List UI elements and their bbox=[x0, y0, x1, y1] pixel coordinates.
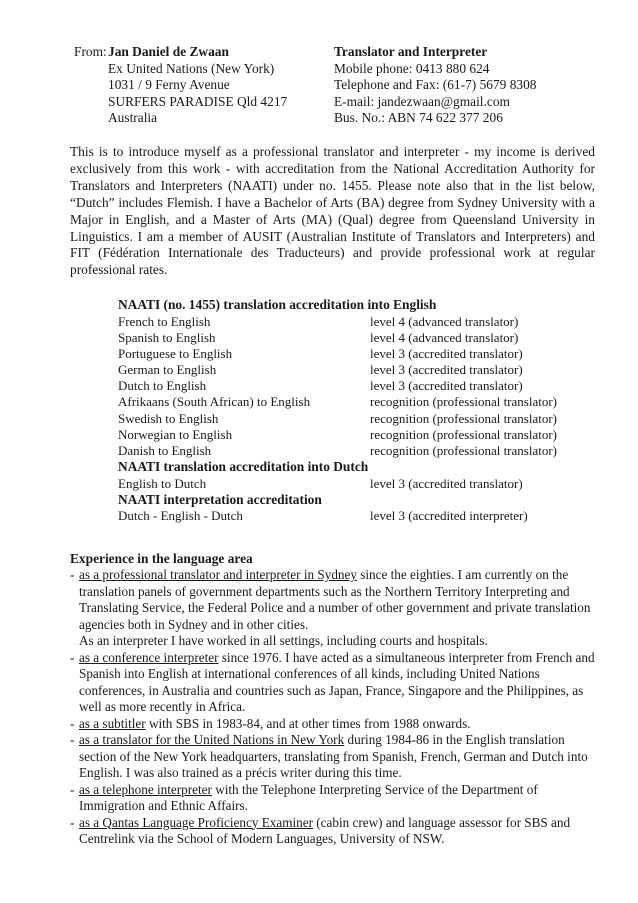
telephone-fax: Telephone and Fax: (61-7) 5679 8308 bbox=[334, 77, 537, 93]
heading-text: NAATI interpretation accreditation bbox=[118, 491, 322, 507]
language-pair: German to English bbox=[118, 362, 217, 378]
bullet-dash: - bbox=[70, 781, 75, 797]
experience-role: as a professional translator and interpreter in Sydney bbox=[79, 567, 357, 582]
language-pair: Dutch - English - Dutch bbox=[118, 508, 243, 524]
bullet-dash: - bbox=[70, 814, 75, 830]
bullet-dash: - bbox=[70, 567, 75, 582]
accreditation-level: level 3 (accredited interpreter) bbox=[370, 508, 528, 524]
accreditation-level: level 4 (advanced translator) bbox=[370, 313, 519, 329]
from-line bbox=[74, 44, 287, 61]
job-title: Translator and Interpreter bbox=[334, 44, 488, 59]
accreditation-level: level 3 (accredited translator) bbox=[370, 345, 523, 361]
sender-name: Jan Daniel de Zwaan bbox=[108, 44, 229, 59]
address-line: Australia bbox=[108, 110, 158, 126]
experience-detail: with SBS in 1983-84, and at other times from 1988 onwards. bbox=[145, 715, 471, 731]
contact-block bbox=[334, 44, 536, 127]
language-pair: Dutch to English bbox=[118, 378, 207, 394]
language-pair: Danish to English bbox=[118, 443, 212, 458]
experience-role: as a Qantas Language Proficiency Examiner bbox=[79, 814, 313, 830]
accreditation-level: recognition (professional translator) bbox=[370, 410, 557, 426]
language-pair: English to Dutch bbox=[118, 475, 207, 491]
accreditation-level: level 4 (advanced translator) bbox=[370, 329, 519, 345]
experience-detail: since 1976. I have acted as a simultaneous interpreter from French and Spanish into English at international conferences of all kinds, including United Nations conferences, in Australia and countries such as Japan, France, Singapore and the Philippines, as well as more recently in Africa. bbox=[79, 649, 595, 714]
experience-item bbox=[70, 815, 595, 848]
mobile-phone: Mobile phone: 0413 880 624 bbox=[334, 60, 490, 76]
accreditation-level: recognition (professional translator) bbox=[370, 426, 557, 442]
experience-detail: during 1984-86 in the English translation section of the New York headquarters, translating from Spanish, French, German and Dutch into English. I was also trained as a précis writer during this time. bbox=[79, 732, 588, 780]
sender-block bbox=[74, 44, 287, 127]
experience-list bbox=[70, 567, 595, 848]
experience-role: as a telephone interpreter bbox=[79, 781, 212, 797]
bullet-dash: - bbox=[70, 649, 75, 665]
experience-item bbox=[70, 567, 595, 650]
email: E-mail: jandezwaan@gmail.com bbox=[334, 93, 510, 109]
accreditation-level: level 3 (accredited translator) bbox=[370, 378, 523, 394]
accreditation-level: recognition (professional translator) bbox=[370, 443, 557, 458]
language-pair: Spanish to English bbox=[118, 329, 216, 345]
experience-detail: (cabin crew) and language assessor for SBS and Centrelink via the School of Modern Languages, University of NSW. bbox=[79, 814, 571, 846]
experience-extra: As an interpreter I have worked in all settings, including courts and hospitals. bbox=[79, 633, 488, 648]
language-pair: French to English bbox=[118, 313, 211, 329]
experience-heading: Experience in the language area bbox=[70, 551, 253, 566]
experience-item bbox=[70, 716, 595, 733]
experience-role: as a translator for the United Nations in New York bbox=[79, 732, 345, 747]
heading-text: NAATI (no. 1455) translation accreditation into English bbox=[118, 297, 437, 312]
experience-item bbox=[70, 782, 595, 815]
language-pair: Afrikaans (South African) to English bbox=[118, 394, 311, 410]
bullet-dash: - bbox=[70, 732, 75, 747]
from-label: From: bbox=[74, 44, 107, 59]
experience-role: as a conference interpreter bbox=[79, 649, 219, 665]
experience-detail: since the eighties. I am currently on the translation panels of government departments such as the Northern Territory Interpreting and Translating Service, the Federal Police and a number of other government and private translation agencies both in Sydney and in other cities. bbox=[79, 567, 591, 632]
intro-paragraph: This is to introduce myself as a professional translator and interpreter - my income is derived exclusively from this work - with accreditation from the National Accreditation Authority for Translators and Interpreters (NAATI) under no. 1455. Please note also that in the list below, “Dutch” includes Flemish. I have a Bachelor of Arts (BA) degree from Sydney University with a Major in English, and a Master of Arts (MA) (Qual) degree from Queensland University in Linguistics. I am a member of AUSIT (Australian Institute of Translators and Interpreters) and FIT (Fédération Internationale des Traducteurs) and provide professional work at regular professional rates. bbox=[70, 144, 595, 278]
bullet-dash: - bbox=[70, 715, 75, 731]
accreditation-level: level 3 (accredited translator) bbox=[370, 362, 523, 378]
language-pair: Portuguese to English bbox=[118, 345, 233, 361]
accreditation-level: level 3 (accredited translator) bbox=[370, 475, 523, 491]
experience-item bbox=[70, 732, 595, 782]
experience-detail: with the Telephone Interpreting Service of the Department of Immigration and Ethnic Affairs. bbox=[79, 781, 538, 813]
language-pair: Norwegian to English bbox=[118, 426, 233, 442]
business-number: Bus. No.: ABN 74 622 377 206 bbox=[334, 110, 503, 126]
experience-role: as a subtitler bbox=[79, 715, 146, 731]
address-line: 1031 / 9 Ferny Avenue bbox=[108, 77, 230, 93]
heading-text: NAATI translation accreditation into Dutch bbox=[118, 459, 369, 475]
address-line: Ex United Nations (New York) bbox=[108, 60, 275, 76]
accreditation-level: recognition (professional translator) bbox=[370, 394, 557, 410]
experience-item bbox=[70, 650, 595, 716]
address-line: SURFERS PARADISE Qld 4217 bbox=[108, 93, 288, 109]
language-pair: Swedish to English bbox=[118, 410, 219, 426]
